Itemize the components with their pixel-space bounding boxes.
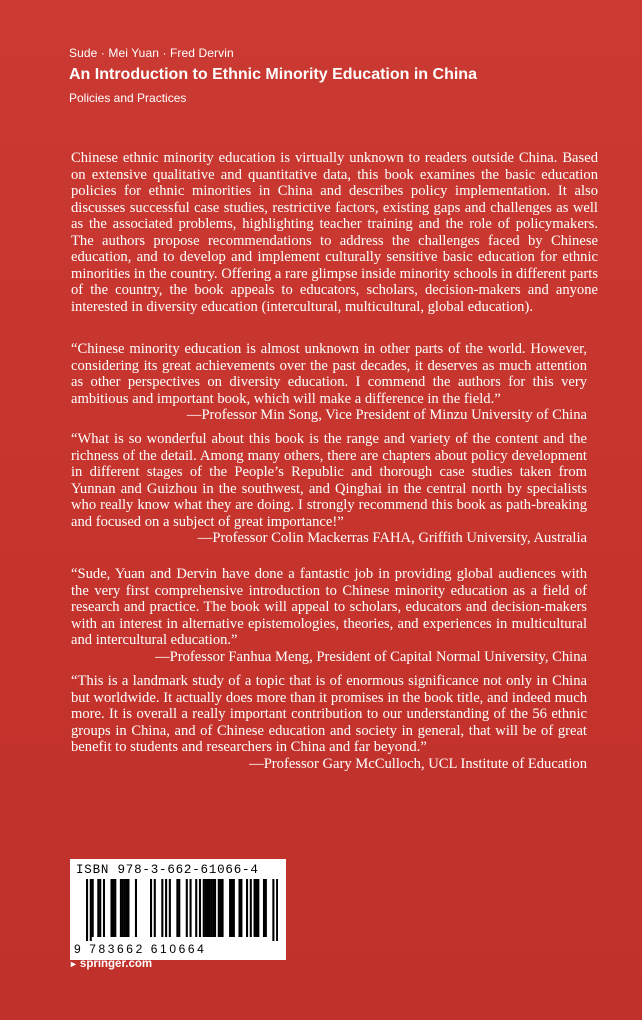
barcode-bar [90,879,92,941]
barcode-bar [122,879,124,937]
barcode-bar [220,879,222,937]
barcode-bar [276,879,278,941]
barcode-bar [206,879,208,937]
barcode-bar [127,879,129,937]
isbn-label: ISBN 978-3-662-61066-4 [76,863,259,877]
quote-text: “This is a landmark study of a topic that is of enormous significance not only in China but worldwide. It actually does more than it promises in the book title, and indeed much more. It is overall a really important contribution to our understanding of the 56 ethnic groups in China, and of Chinese education and society in general, that will be of great benefit to students and researchers in China and far beyond.” [71,673,587,755]
barcode-bar [112,879,114,937]
barcode-bar [114,879,116,937]
book-subtitle: Policies and Practices [69,91,187,105]
barcode-bar [265,879,267,937]
barcode-bar [126,879,128,937]
barcode-bar [178,879,180,937]
quote-attribution: —Professor Colin Mackerras FAHA, Griffith University, Australia [197,530,587,546]
publisher-link[interactable] [69,958,152,970]
barcode-bar [169,879,171,937]
barcode-bar [154,879,156,937]
barcode-bar [246,879,248,937]
quote-attribution: —Professor Fanhua Meng, President of Capital Normal University, China [155,648,587,665]
barcode-digits: 9 783662 610664 [74,942,207,956]
book-title: An Introduction to Ethnic Minority Education in China [69,66,477,83]
barcode-bar [240,879,242,937]
barcode-bar [120,879,122,937]
barcode-bar [199,879,201,937]
barcode-bar [92,879,94,937]
endorsement-quote [71,673,587,772]
barcode-bar [205,879,207,937]
barcode-bar [161,879,163,937]
book-description: Chinese ethnic minority education is virtually unknown to readers outside China. Based on extensive qualitative and quantitative data, this book examines the basic education policies for ethnic minorities in China and describes policy implementation. It also discusses successful case studies, restrictive factors, existing gaps and challenges as well as the associated problems, highlighting teacher training and the role of policymakers. The authors propose recommendations to address the challenges faced by Chinese education, and to develop and implement culturally sensitive basic education for ethnic minorities in the country. Offering a rare glimpse inside minority schools in different parts of the country, the book appeals to educators, scholars, decision-makers and anyone interested in diversity education (intercultural, multicultural, global education). [71,150,599,315]
quote-attribution: —Professor Gary McCulloch, UCL Institute of Education [249,755,587,772]
barcode-bar [103,879,105,937]
barcode-bar [210,879,212,937]
barcode-bar [97,879,99,937]
quote-attribution: —Professor Min Song, Vice President of Minzu University of China [186,407,587,423]
quote-text: “Chinese minority education is almost unknown in other parts of the world. However, considering its great achievements over the past decades, it deserves as much attention as other perspectives on diversity education. I commend the authors for this very ambitious and important book, which will make a difference in the field.” [71,341,587,407]
cover-header [69,46,589,105]
barcode-bar [238,879,240,937]
barcode-bar [257,879,259,937]
endorsement-quote [71,341,587,424]
barcode-bar [208,879,210,937]
barcode-bar [203,879,205,937]
barcode-bar [124,879,126,937]
barcode-bar [195,879,197,937]
book-authors: Sude · Mei Yuan · Fred Dervin [69,46,234,60]
endorsement-quote [71,566,587,665]
barcode-bar [263,879,265,937]
isbn-barcode [70,859,286,960]
barcode-bar [190,879,192,937]
barcode-bar [229,879,231,937]
barcode-bar [250,879,252,937]
arrow-right-icon: ► [69,959,78,969]
barcode-bar [255,879,257,937]
barcode-bar [254,879,256,937]
publisher-url: springer.com [79,958,153,970]
barcode-bar [165,879,167,937]
barcode-bar [150,879,152,937]
barcode-bar [214,879,216,937]
barcode-bar [222,879,224,937]
barcode-bar [272,879,274,941]
quote-text: “What is so wonderful about this book is the range and variety of the content and the richness of the detail. Among many others, there are chapters about policy development in different stages of the People’s Republic and thorough case studies taken from Yunnan and Guizhou in the southwest, and Qinghai in the central north by specialists who really know what they are doing. I strongly recommend this book as path-breaking and focused on a subject of great importance!” [71,431,587,530]
barcode-bar [99,879,101,937]
barcode-bar [218,879,220,937]
barcode-bars [86,879,278,941]
barcode-bar [233,879,235,937]
barcode-bar [86,879,88,941]
endorsement-quote [71,431,587,547]
barcode-bar [231,879,233,937]
barcode-bar [176,879,178,937]
barcode-bar [135,879,137,937]
barcode-bar [110,879,112,937]
barcode-bar [186,879,188,937]
barcode-bar [212,879,214,937]
quote-text: “Sude, Yuan and Dervin have done a fantastic job in providing global audiences with the very first comprehensive introduction to Chinese minority education as a field of research and practice. The book will appeal to scholars, educators and decision-makers with an interest in alternative epistemologies, theories, and experiences in multicultural and intercultural education.” [71,566,587,648]
